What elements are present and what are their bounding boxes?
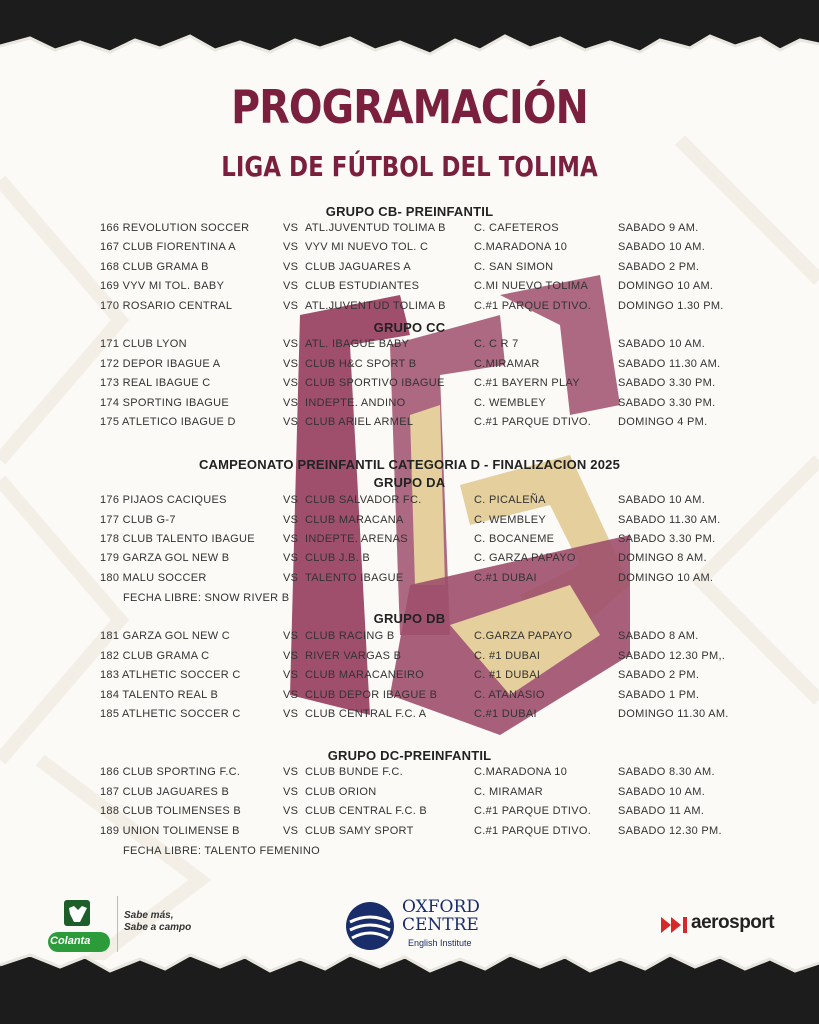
match-row xyxy=(0,805,819,823)
match-team: 178 CLUB TALENTO IBAGUE xyxy=(100,533,255,545)
match-venue: C.#1 PARQUE DTIVO. xyxy=(474,416,592,428)
match-venue: C.#1 PARQUE DTIVO. xyxy=(474,805,592,817)
group-heading: GRUPO CB- PREINFANTIL xyxy=(325,204,494,219)
vs-label: VS xyxy=(283,416,299,428)
match-time: SABADO 3.30 PM. xyxy=(618,533,716,545)
match-team: 171 CLUB LYON xyxy=(100,338,187,350)
match-opponent: INDEPTE. ANDINO xyxy=(305,397,406,409)
match-venue: C.#1 DUBAI xyxy=(474,708,537,720)
vs-label: VS xyxy=(283,786,299,798)
match-team: 173 REAL IBAGUE C xyxy=(100,377,211,389)
match-opponent: CLUB CENTRAL F.C. A xyxy=(305,708,427,720)
match-row xyxy=(0,630,819,648)
match-row xyxy=(0,416,819,434)
match-opponent: ATL.JUVENTUD TOLIMA B xyxy=(305,300,446,312)
match-row xyxy=(0,280,819,298)
match-team: 185 ATLHETIC SOCCER C xyxy=(100,708,241,720)
match-opponent: ATL.JUVENTUD TOLIMA B xyxy=(305,222,446,234)
aerosport-arrows-icon xyxy=(661,917,691,933)
vs-label: VS xyxy=(283,552,299,564)
match-venue: C. ATANASIO xyxy=(474,689,545,701)
match-row xyxy=(0,669,819,687)
match-time: SABADO 10 AM. xyxy=(618,494,706,506)
match-opponent: CLUB MARACANEIRO xyxy=(305,669,425,681)
match-opponent: TALENTO IBAGUE xyxy=(305,572,404,584)
match-time: SABADO 10 AM. xyxy=(618,786,706,798)
match-team: 166 REVOLUTION SOCCER xyxy=(100,222,250,234)
match-row xyxy=(0,689,819,707)
match-opponent: ATL. IBAGUE BABY xyxy=(305,338,410,350)
colanta-brand: Colanta xyxy=(50,935,91,947)
match-time: SABADO 2 PM. xyxy=(618,669,700,681)
match-venue: C. MIRAMAR xyxy=(474,786,543,798)
match-row xyxy=(0,300,819,318)
group-heading: GRUPO DC-PREINFANTIL xyxy=(327,748,492,763)
match-time: SABADO 11.30 AM. xyxy=(618,514,721,526)
oxford-name xyxy=(402,898,480,934)
match-time: SABADO 1 PM. xyxy=(618,689,700,701)
match-venue: C. #1 DUBAI xyxy=(474,669,541,681)
match-row xyxy=(0,494,819,512)
match-venue: C.MI NUEVO TOLIMA xyxy=(474,280,589,292)
match-venue: C.#1 PARQUE DTIVO. xyxy=(474,825,592,837)
match-time: SABADO 12.30 PM,. xyxy=(618,650,726,662)
match-row xyxy=(0,397,819,415)
match-row xyxy=(0,377,819,395)
match-time: SABADO 11 AM. xyxy=(618,805,705,817)
match-opponent: RIVER VARGAS B xyxy=(305,650,402,662)
match-time: SABADO 2 PM. xyxy=(618,261,700,273)
match-team: 186 CLUB SPORTING F.C. xyxy=(100,766,241,778)
match-opponent: CLUB JAGUARES A xyxy=(305,261,411,273)
match-team: 167 CLUB FIORENTINA A xyxy=(100,241,236,253)
vs-label: VS xyxy=(283,825,299,837)
match-venue: C. WEMBLEY xyxy=(474,397,547,409)
vs-label: VS xyxy=(283,514,299,526)
match-venue: C.#1 BAYERN PLAY xyxy=(474,377,580,389)
free-date-note: FECHA LIBRE: SNOW RIVER B xyxy=(123,592,290,604)
match-time: DOMINGO 10 AM. xyxy=(618,280,714,292)
vs-label: VS xyxy=(283,397,299,409)
match-team: 181 GARZA GOL NEW C xyxy=(100,630,230,642)
match-row xyxy=(0,241,819,259)
match-time: DOMINGO 11.30 AM. xyxy=(618,708,729,720)
colanta-slogan xyxy=(124,910,191,934)
match-team: 169 VYV MI TOL. BABY xyxy=(100,280,225,292)
match-venue: C. BOCANEME xyxy=(474,533,555,545)
match-row xyxy=(0,338,819,356)
match-opponent: CLUB RACING B xyxy=(305,630,395,642)
match-team: 182 CLUB GRAMA C xyxy=(100,650,210,662)
sponsor-divider xyxy=(117,896,118,952)
group-heading: GRUPO DB xyxy=(373,611,446,626)
match-opponent: CLUB DEPOR IBAGUE B xyxy=(305,689,438,701)
match-opponent: CLUB ORION xyxy=(305,786,377,798)
match-team: 172 DEPOR IBAGUE A xyxy=(100,358,221,370)
match-row xyxy=(0,708,819,726)
sponsors-bar xyxy=(0,890,819,960)
match-row xyxy=(0,261,819,279)
match-row xyxy=(0,552,819,570)
match-time: DOMINGO 4 PM. xyxy=(618,416,708,428)
match-time: DOMINGO 10 AM. xyxy=(618,572,714,584)
match-venue: C. #1 DUBAI xyxy=(474,650,541,662)
vs-label: VS xyxy=(283,805,299,817)
match-row xyxy=(0,766,819,784)
aerosport-name: aerosport xyxy=(691,912,775,933)
match-team: 174 SPORTING IBAGUE xyxy=(100,397,229,409)
match-team: 170 ROSARIO CENTRAL xyxy=(100,300,233,312)
match-opponent: CLUB SALVADOR FC. xyxy=(305,494,422,506)
match-time: SABADO 3.30 PM. xyxy=(618,377,716,389)
match-time: SABADO 3.30 PM. xyxy=(618,397,716,409)
match-venue: C. GARZA PAPAYO xyxy=(474,552,576,564)
match-team: 180 MALU SOCCER xyxy=(100,572,207,584)
match-team: 176 PIJAOS CACIQUES xyxy=(100,494,227,506)
vs-label: VS xyxy=(283,222,299,234)
match-row xyxy=(0,533,819,551)
slogan-line-2: Sabe a campo xyxy=(124,922,192,933)
vs-label: VS xyxy=(283,358,299,370)
match-time: DOMINGO 1.30 PM. xyxy=(618,300,724,312)
oxford-line-1: OXFORD xyxy=(402,897,480,917)
oxford-line-2: CENTRE xyxy=(402,915,479,935)
match-time: SABADO 9 AM. xyxy=(618,222,699,234)
match-venue: C. C R 7 xyxy=(474,338,519,350)
match-venue: C.MARADONA 10 xyxy=(474,241,568,253)
match-time: SABADO 10 AM. xyxy=(618,338,706,350)
vs-label: VS xyxy=(283,630,299,642)
match-venue: C.MARADONA 10 xyxy=(474,766,568,778)
match-opponent: VYV MI NUEVO TOL. C xyxy=(305,241,429,253)
match-venue: C.MIRAMAR xyxy=(474,358,540,370)
vs-label: VS xyxy=(283,708,299,720)
slogan-line-1: Sabe más, xyxy=(124,910,174,921)
match-team: 188 CLUB TOLIMENSES B xyxy=(100,805,242,817)
match-row xyxy=(0,358,819,376)
match-opponent: CLUB BUNDE F.C. xyxy=(305,766,404,778)
match-venue: C. CAFETEROS xyxy=(474,222,559,234)
match-team: 168 CLUB GRAMA B xyxy=(100,261,209,273)
vs-label: VS xyxy=(283,766,299,778)
group-heading: GRUPO DA xyxy=(373,475,446,490)
match-opponent: CLUB MARACANA xyxy=(305,514,404,526)
match-opponent: CLUB SPORTIVO IBAGUE xyxy=(305,377,445,389)
vs-label: VS xyxy=(283,338,299,350)
match-time: SABADO 8 AM. xyxy=(618,630,699,642)
match-row xyxy=(0,572,819,590)
vs-label: VS xyxy=(283,533,299,545)
match-venue: C. WEMBLEY xyxy=(474,514,547,526)
match-team: 189 UNION TOLIMENSE B xyxy=(100,825,240,837)
match-venue: C. PICALEÑA xyxy=(474,494,546,506)
oxford-globe-icon xyxy=(344,900,396,952)
page-subtitle: LIGA DE FÚTBOL DEL TOLIMA xyxy=(221,150,598,183)
match-row xyxy=(0,650,819,668)
vs-label: VS xyxy=(283,650,299,662)
vs-label: VS xyxy=(283,572,299,584)
page-title: PROGRAMACIÓN xyxy=(231,80,588,134)
match-team: 187 CLUB JAGUARES B xyxy=(100,786,230,798)
match-row xyxy=(0,514,819,532)
vs-label: VS xyxy=(283,280,299,292)
match-team: 179 GARZA GOL NEW B xyxy=(100,552,230,564)
vs-label: VS xyxy=(283,241,299,253)
match-opponent: CLUB ESTUDIANTES xyxy=(305,280,420,292)
match-time: SABADO 10 AM. xyxy=(618,241,706,253)
match-time: SABADO 11.30 AM. xyxy=(618,358,721,370)
match-venue: C.#1 DUBAI xyxy=(474,572,537,584)
match-row xyxy=(0,825,819,843)
match-opponent: INDEPTE. ARENAS xyxy=(305,533,408,545)
match-opponent: CLUB J.B. B xyxy=(305,552,371,564)
championship-heading: CAMPEONATO PREINFANTIL CATEGORIA D - FINALIZACION 2025 xyxy=(198,457,621,472)
match-venue: C.GARZA PAPAYO xyxy=(474,630,573,642)
match-team: 175 ATLETICO IBAGUE D xyxy=(100,416,236,428)
match-opponent: CLUB ARIEL ARMEL xyxy=(305,416,414,428)
vs-label: VS xyxy=(283,669,299,681)
group-heading: GRUPO CC xyxy=(373,320,446,335)
free-date-note: FECHA LIBRE: TALENTO FEMENINO xyxy=(123,845,320,857)
match-time: SABADO 8.30 AM. xyxy=(618,766,715,778)
match-opponent: CLUB H&C SPORT B xyxy=(305,358,417,370)
match-row xyxy=(0,222,819,240)
vs-label: VS xyxy=(283,300,299,312)
match-opponent: CLUB CENTRAL F.C. B xyxy=(305,805,428,817)
colanta-cow-icon xyxy=(44,898,114,958)
vs-label: VS xyxy=(283,494,299,506)
match-time: DOMINGO 8 AM. xyxy=(618,552,707,564)
oxford-subtitle: English Institute xyxy=(408,938,472,948)
match-team: 177 CLUB G-7 xyxy=(100,514,176,526)
vs-label: VS xyxy=(283,261,299,273)
vs-label: VS xyxy=(283,689,299,701)
vs-label: VS xyxy=(283,377,299,389)
match-team: 183 ATLHETIC SOCCER C xyxy=(100,669,241,681)
match-row xyxy=(0,786,819,804)
match-time: SABADO 12.30 PM. xyxy=(618,825,722,837)
match-opponent: CLUB SAMY SPORT xyxy=(305,825,414,837)
match-venue: C.#1 PARQUE DTIVO. xyxy=(474,300,592,312)
match-team: 184 TALENTO REAL B xyxy=(100,689,219,701)
match-venue: C. SAN SIMON xyxy=(474,261,554,273)
